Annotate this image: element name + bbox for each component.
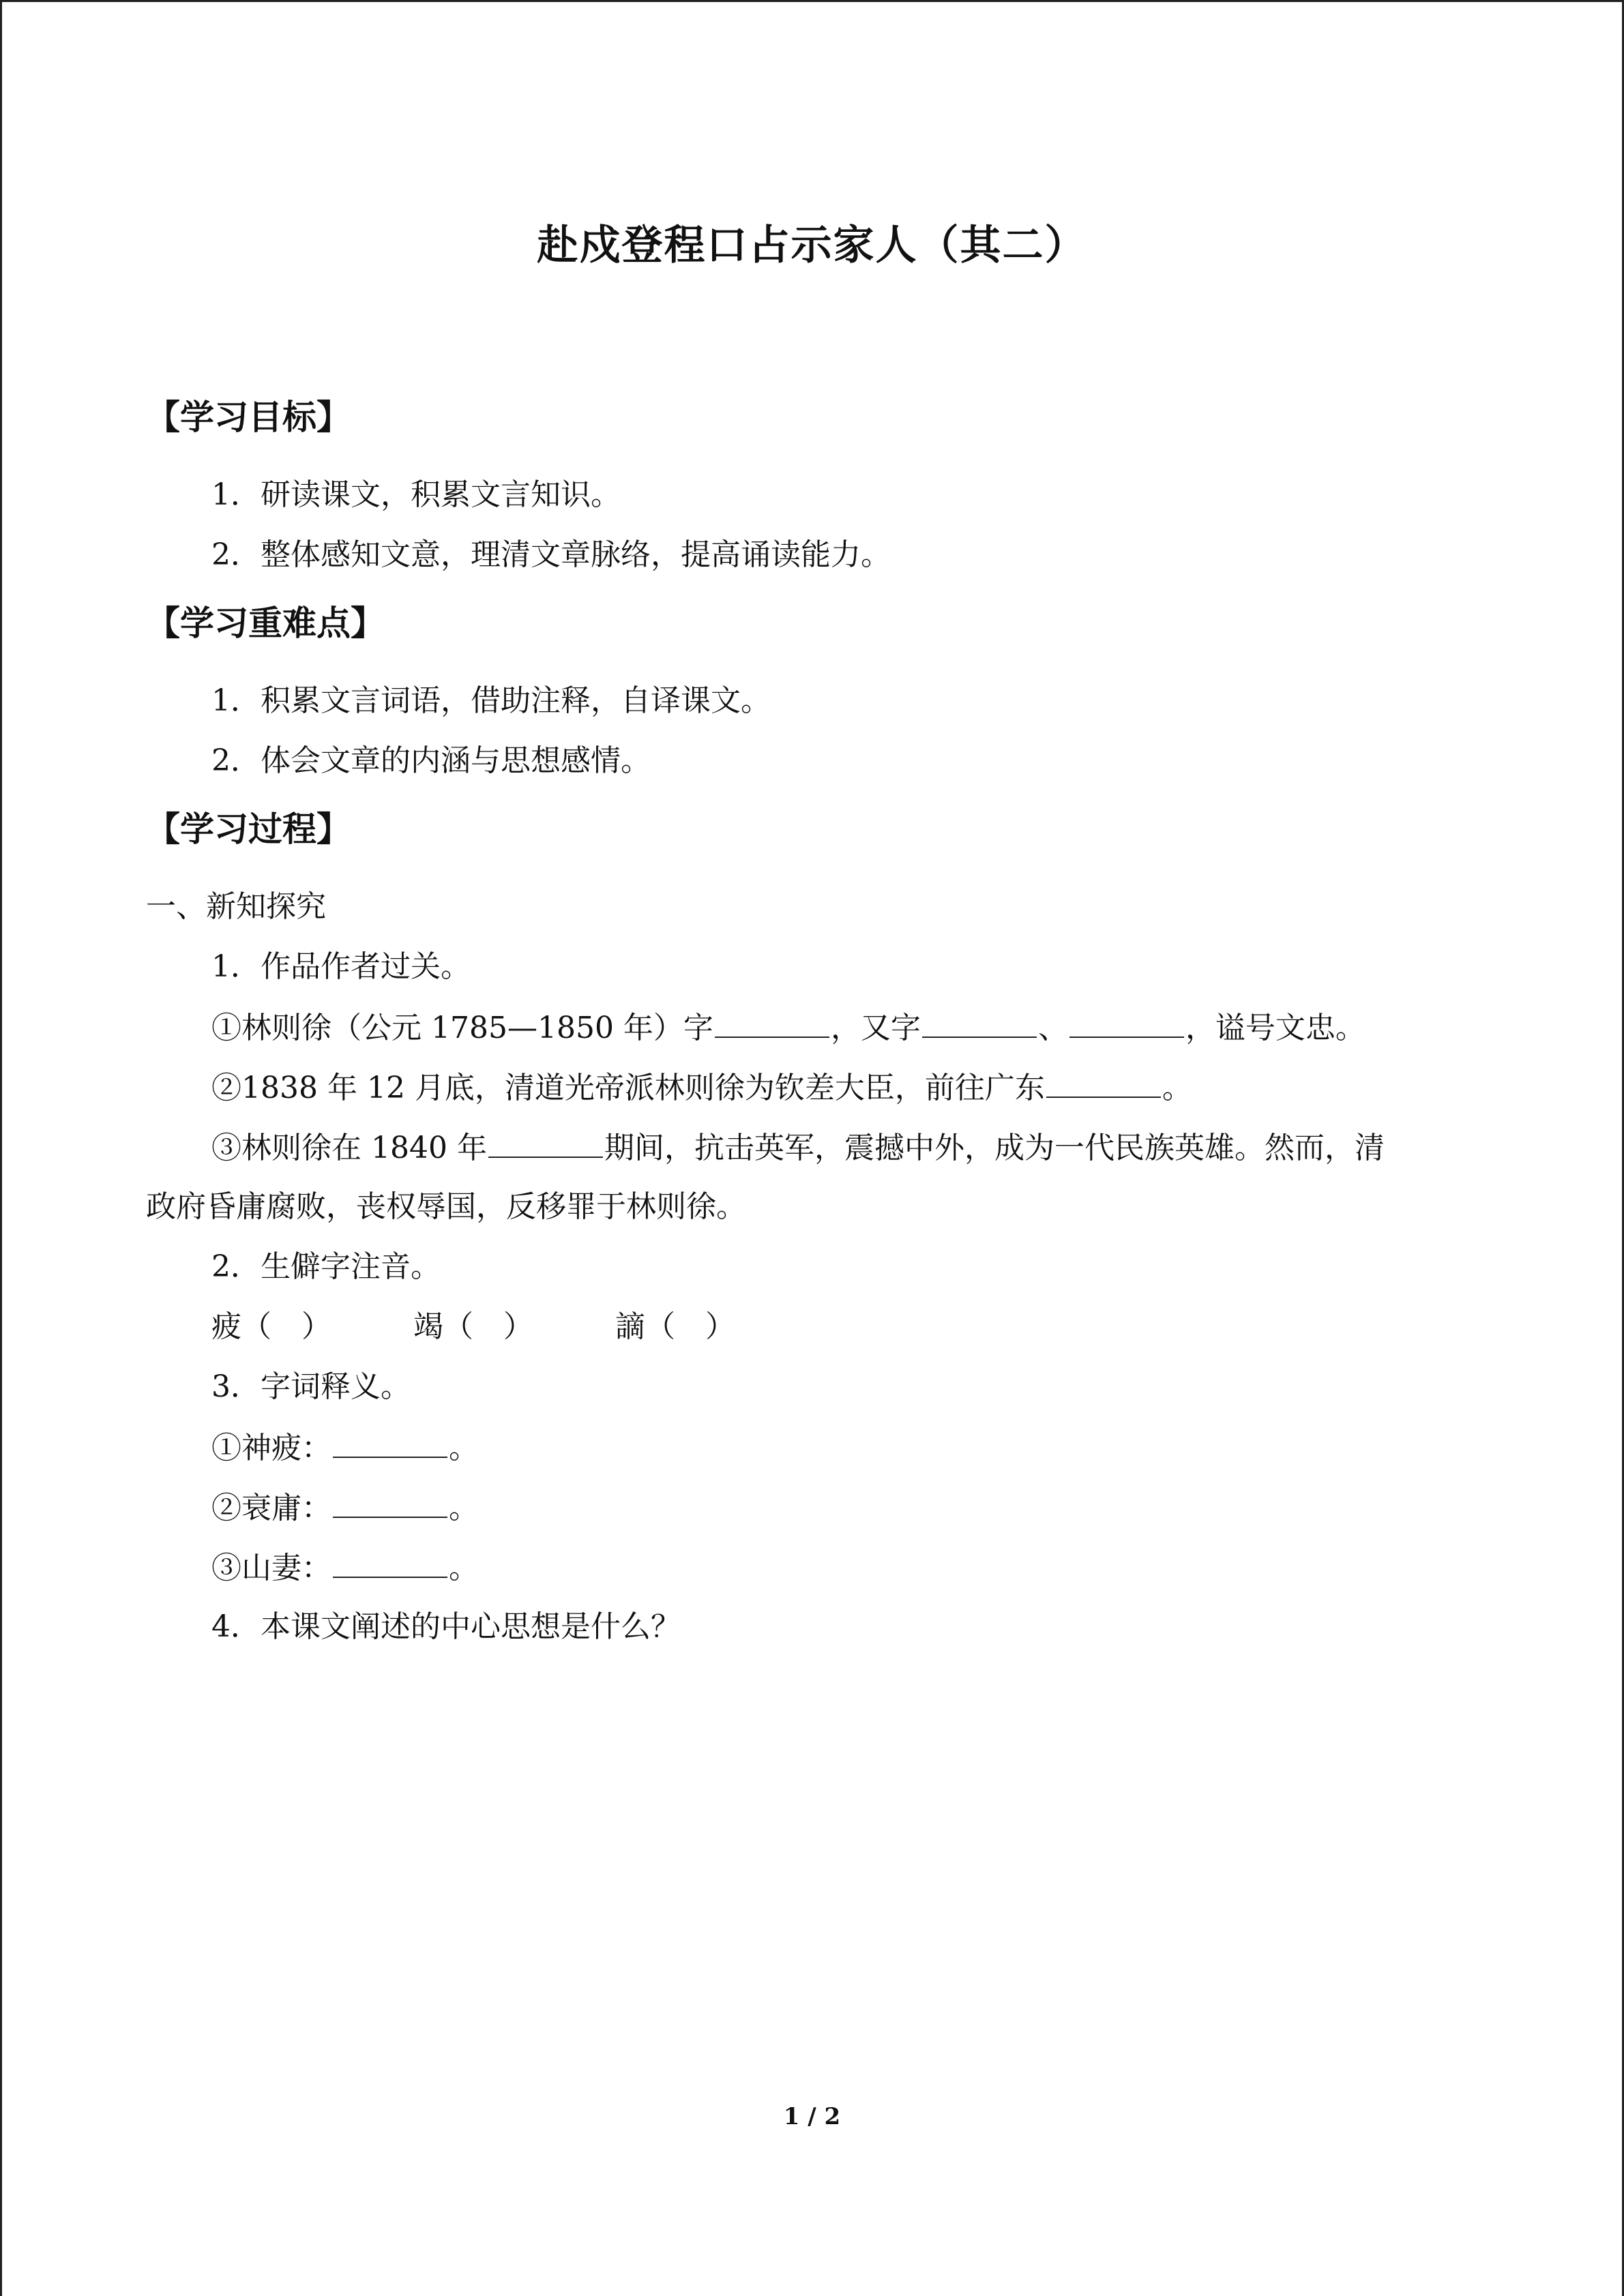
q1-title: 1．作品作者过关。 <box>211 949 471 984</box>
pinyin-item-3[interactable]: 謫（ ） <box>615 1309 735 1344</box>
q3-item-2-label: ②衰庸： <box>211 1491 331 1525</box>
q1-item-b <box>211 1069 1192 1107</box>
pinyin-item-2[interactable]: 竭（ ） <box>413 1309 533 1344</box>
document-title: 赴戍登程口占示家人（其二） <box>537 222 1087 269</box>
q3-item-1 <box>211 1429 479 1467</box>
part1-title: 一、新知探究 <box>146 889 326 924</box>
q3-item-2-end: 。 <box>449 1491 479 1525</box>
q3-item-1-end: 。 <box>449 1431 479 1465</box>
section-heading-goals: 【学习目标】 <box>146 397 351 437</box>
q1-a-text-1: ①林则徐（公元 1785—1850 年）字 <box>211 1011 713 1045</box>
pinyin-item-1[interactable]: 疲（ ） <box>211 1309 331 1344</box>
fill-blank-war-name[interactable] <box>488 1129 603 1158</box>
q1-a-text-2: ，又字 <box>830 1011 921 1045</box>
q1-item-a <box>211 1009 1365 1047</box>
q2-items <box>211 1309 735 1345</box>
section-heading-key-points: 【学习重难点】 <box>146 603 385 643</box>
fill-blank-courtesy-name[interactable] <box>715 1009 829 1038</box>
q3-title: 3．字词释义。 <box>211 1369 411 1404</box>
q3-item-2 <box>211 1489 479 1527</box>
fill-blank-shuaiyong[interactable] <box>333 1489 447 1518</box>
q3-item-3-label: ③山妻： <box>211 1551 331 1585</box>
fill-blank-shenpi[interactable] <box>333 1429 447 1458</box>
q1-c-text-1: ③林则徐在 1840 年 <box>211 1131 487 1165</box>
fill-blank-alt-name-1[interactable] <box>922 1009 1037 1038</box>
goal-item-1: 1．研读课文，积累文言知识。 <box>211 477 621 512</box>
q3-item-1-label: ①神疲： <box>211 1431 331 1465</box>
q1-c-text-2: 期间，抗击英军，震撼中外，成为一代民族英雄。然而，清 <box>604 1131 1385 1165</box>
fill-blank-shanqi[interactable] <box>333 1549 447 1578</box>
section-heading-process: 【学习过程】 <box>146 809 351 849</box>
key-point-item-2: 2．体会文章的内涵与思想感情。 <box>211 743 651 778</box>
q1-item-c-continued: 政府昏庸腐败，丧权辱国，反移罪于林则徐。 <box>146 1189 746 1224</box>
page-number: 1 / 2 <box>783 2103 841 2130</box>
q3-item-3-end: 。 <box>449 1551 479 1585</box>
q1-a-text-4: ，谥号文忠。 <box>1185 1011 1365 1045</box>
q1-a-text-3: 、 <box>1037 1011 1068 1045</box>
q1-item-c <box>211 1129 1385 1167</box>
fill-blank-guangdong-task[interactable] <box>1046 1069 1161 1098</box>
q2-title: 2．生僻字注音。 <box>211 1249 441 1284</box>
q3-item-3 <box>211 1549 479 1587</box>
fill-blank-alt-name-2[interactable] <box>1069 1009 1184 1038</box>
q4-title: 4．本课文阐述的中心思想是什么？ <box>211 1609 681 1644</box>
key-point-item-1: 1．积累文言词语，借助注释，自译课文。 <box>211 683 771 718</box>
goal-item-2: 2．整体感知文意，理清文章脉络，提高诵读能力。 <box>211 537 891 572</box>
q1-b-text-2: 。 <box>1162 1071 1192 1105</box>
q1-b-text-1: ②1838 年 12 月底，清道光帝派林则徐为钦差大臣，前往广东 <box>211 1071 1045 1105</box>
